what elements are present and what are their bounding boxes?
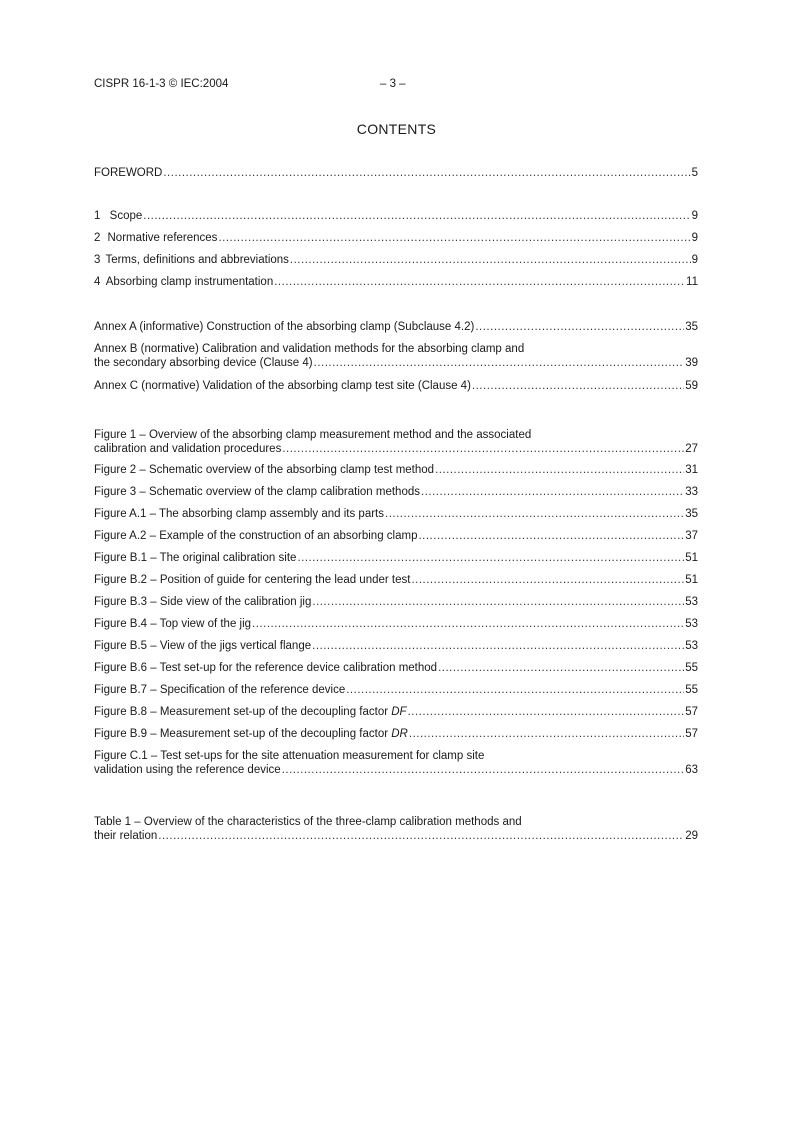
page-title: CONTENTS <box>356 121 437 137</box>
page-header <box>94 78 698 94</box>
toc-entry[interactable] <box>94 573 698 595</box>
toc-page: 55 <box>685 684 698 696</box>
toc-label: Figure B.3 – Side view of the calibration jig <box>94 596 312 608</box>
toc-label: Figure 3 – Schematic overview of the clamp calibration methods <box>94 486 420 498</box>
clause-number: 3 <box>94 254 101 266</box>
toc-tables <box>94 815 698 850</box>
toc-entry[interactable] <box>94 209 698 231</box>
toc-page: 9 <box>691 210 698 222</box>
toc-label: Figure 1 – Overview of the absorbing clamp measurement method and the associated <box>94 429 532 441</box>
toc-entry[interactable] <box>94 683 698 705</box>
toc-entry[interactable] <box>94 231 698 253</box>
toc-label-cont: their relation <box>94 830 158 842</box>
toc-page: 27 <box>685 443 698 455</box>
toc-entry[interactable] <box>94 485 698 507</box>
clause-number: 1 <box>94 210 101 222</box>
toc-entry[interactable] <box>94 428 698 463</box>
toc-page: 31 <box>685 464 698 476</box>
toc-label-cont: validation using the reference device <box>94 764 281 776</box>
toc-entry[interactable] <box>94 320 698 342</box>
toc-page: 11 <box>686 276 698 288</box>
toc-label: Absorbing clamp instrumentation <box>105 276 274 288</box>
toc-page: 37 <box>685 530 698 542</box>
toc-label: Figure A.2 – Example of the construction of an absorbing clamp <box>94 530 418 542</box>
toc-entry[interactable] <box>94 342 698 379</box>
toc-label: Annex C (normative) Validation of the absorbing clamp test site (Clause 4) <box>94 380 471 392</box>
toc-page: 53 <box>685 596 698 608</box>
toc-entry[interactable] <box>94 253 698 275</box>
toc-entry[interactable] <box>94 727 698 749</box>
toc-label: Figure B.9 – Measurement set-up of the decoupling factor DR <box>94 728 408 740</box>
toc-entry[interactable] <box>94 617 698 639</box>
toc-entry[interactable] <box>94 661 698 683</box>
toc-page: 29 <box>685 830 698 842</box>
toc-label-cont: the secondary absorbing device (Clause 4) <box>94 357 313 369</box>
toc-page: 57 <box>685 728 698 740</box>
toc-page: 55 <box>685 662 698 674</box>
toc-page: 51 <box>685 552 698 564</box>
symbol-dr: DR <box>391 728 408 740</box>
toc-label: Figure B.2 – Position of guide for centering the lead under test <box>94 574 411 586</box>
toc-page: 51 <box>685 574 698 586</box>
toc-label: Figure B.7 – Specification of the reference device <box>94 684 346 696</box>
toc-page: 9 <box>691 254 698 266</box>
toc-entry[interactable] <box>94 166 698 180</box>
toc-page: 9 <box>691 232 698 244</box>
toc-label: Figure B.4 – Top view of the jig <box>94 618 252 630</box>
toc-page: 53 <box>685 640 698 652</box>
toc-entry[interactable] <box>94 379 698 401</box>
toc-entry[interactable] <box>94 595 698 617</box>
toc-entry[interactable] <box>94 463 698 485</box>
toc-label: Figure A.1 – The absorbing clamp assembly and its parts <box>94 508 384 520</box>
toc-label: Figure B.5 – View of the jigs vertical flange <box>94 640 312 652</box>
toc-page: 35 <box>685 321 698 333</box>
toc-entry[interactable] <box>94 529 698 551</box>
toc-entry[interactable] <box>94 551 698 573</box>
toc-entry[interactable] <box>94 815 698 850</box>
toc-label: Scope <box>109 210 143 222</box>
toc-clauses <box>94 209 698 297</box>
toc-label: FOREWORD <box>94 167 163 179</box>
toc-page: 5 <box>691 167 698 179</box>
toc-label: Figure 2 – Schematic overview of the absorbing clamp test method <box>94 464 435 476</box>
toc-entry[interactable] <box>94 639 698 661</box>
toc-label: Table 1 – Overview of the characteristics of the three-clamp calibration methods and <box>94 816 522 828</box>
toc-annexes <box>94 320 698 401</box>
toc-page: 33 <box>685 486 698 498</box>
symbol-df: DF <box>391 706 407 718</box>
toc-label: Figure B.8 – Measurement set-up of the decoupling factor DF <box>94 706 407 718</box>
toc-page: 53 <box>685 618 698 630</box>
toc-entry[interactable] <box>94 507 698 529</box>
toc-page: 39 <box>685 357 698 369</box>
toc-label-cont: calibration and validation procedures <box>94 443 282 455</box>
toc-entry[interactable] <box>94 705 698 727</box>
toc-label: Figure B.6 – Test set-up for the reference device calibration method <box>94 662 438 674</box>
toc-label: Normative references <box>107 232 218 244</box>
toc-entry[interactable] <box>94 275 698 297</box>
toc-page: 35 <box>685 508 698 520</box>
toc-label: Annex A (informative) Construction of the absorbing clamp (Subclause 4.2) <box>94 321 475 333</box>
toc-entry[interactable] <box>94 749 698 784</box>
toc-foreword <box>94 166 698 180</box>
toc-label: Terms, definitions and abbreviations <box>105 254 289 266</box>
toc-page: 59 <box>685 380 698 392</box>
clause-number: 2 <box>94 232 101 244</box>
toc-figures <box>94 428 698 784</box>
page-number: – 3 – <box>380 78 406 90</box>
toc-label: Annex B (normative) Calibration and validation methods for the absorbing clamp and <box>94 343 525 355</box>
toc-page: 57 <box>685 706 698 718</box>
document-id: CISPR 16-1-3 © IEC:2004 <box>94 78 229 90</box>
toc-page: 63 <box>685 764 698 776</box>
clause-number: 4 <box>94 276 101 288</box>
toc-label: Figure B.1 – The original calibration site <box>94 552 297 564</box>
toc-label: Figure C.1 – Test set-ups for the site attenuation measurement for clamp site <box>94 750 485 762</box>
